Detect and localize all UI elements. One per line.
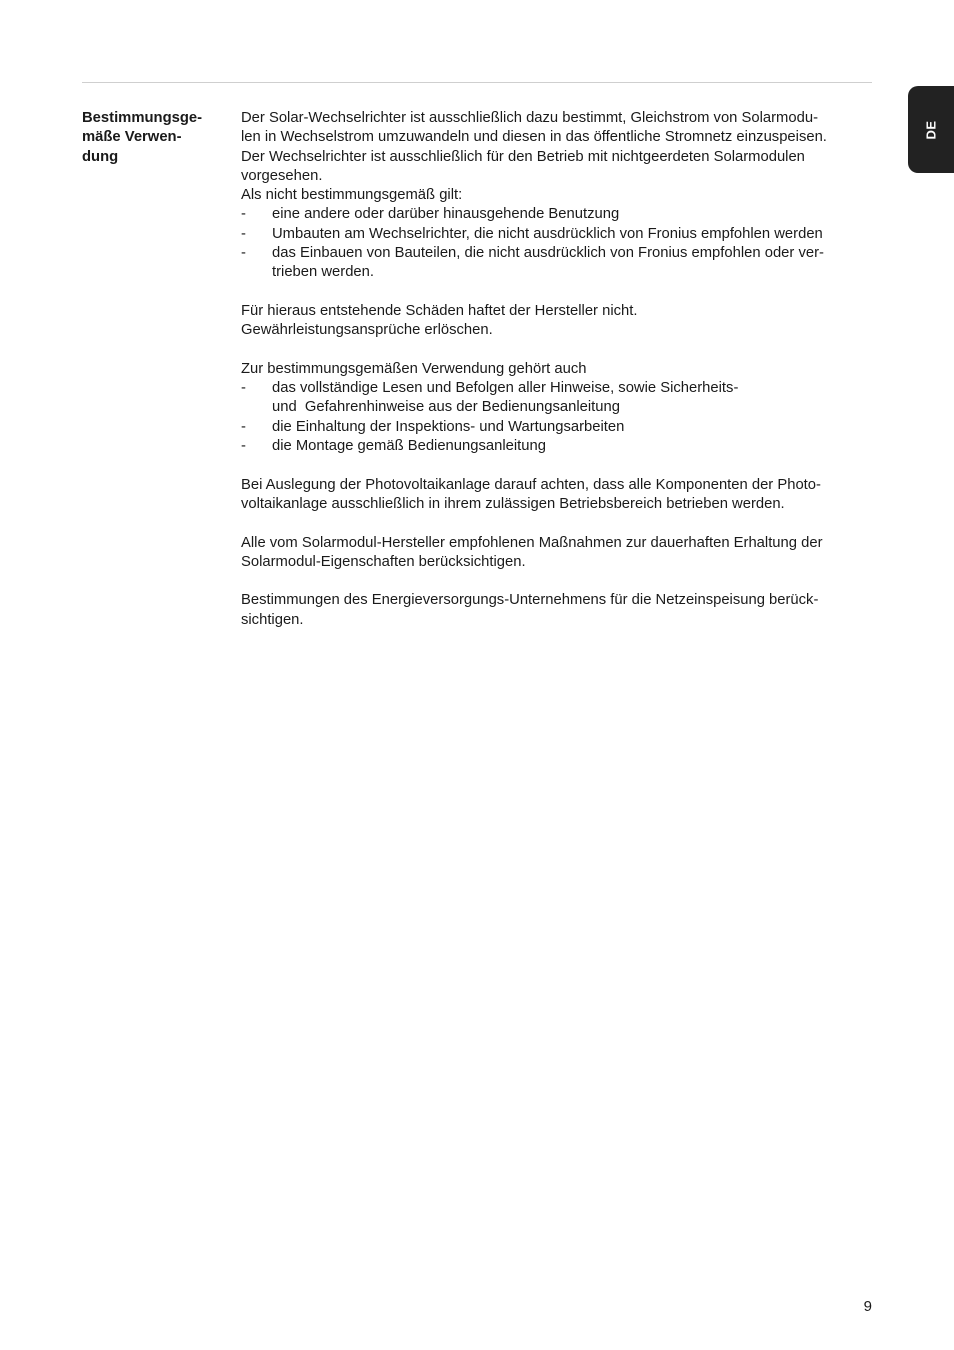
list-item [241, 437, 881, 456]
language-tab-label: DE [923, 119, 939, 140]
list-item [241, 225, 881, 244]
section-heading-line: dung [82, 148, 119, 165]
language-tab [908, 86, 954, 173]
list-intro: Als nicht bestimmungsgemäß gilt: [241, 187, 463, 204]
list-item-text: trieben werden. [272, 264, 374, 281]
paragraph-line: vorgesehen. [241, 167, 323, 184]
paragraph-spacer [241, 341, 881, 360]
list-dash: - [241, 245, 246, 262]
paragraph-line: Für hieraus entstehende Schäden haftet der Hersteller nicht. [241, 302, 638, 319]
paragraph-line: Alle vom Solarmodul-Hersteller empfohlenen Maßnahmen zur dauerhaften Erhaltung der [241, 534, 823, 551]
paragraph-line: len in Wechselstrom umzuwandeln und diesen in das öffentliche Stromnetz einzuspeisen. [241, 129, 827, 146]
list-item-text: das Einbauen von Bauteilen, die nicht ausdrücklich von Fronius empfohlen oder ver- [272, 245, 824, 262]
list-dash: - [241, 380, 246, 397]
list-item-text: Umbauten am Wechselrichter, die nicht ausdrücklich von Fronius empfohlen werden [272, 225, 823, 242]
paragraph-spacer [241, 514, 881, 533]
list-dash: - [241, 438, 246, 455]
paragraph-spacer [241, 456, 881, 475]
list-dash: - [241, 225, 246, 242]
page-number: 9 [863, 1298, 872, 1315]
paragraph-line: Gewährleistungsansprüche erlöschen. [241, 322, 493, 339]
list-item [241, 244, 881, 283]
paragraph-line: Der Solar-Wechselrichter ist ausschließlich dazu bestimmt, Gleichstrom von Solarmodu- [241, 110, 818, 126]
list-item-text: die Montage gemäß Bedienungsanleitung [272, 438, 546, 455]
list-item-text: eine andere oder darüber hinausgehende Benutzung [272, 206, 620, 223]
list-dash: - [241, 418, 246, 435]
section-heading-line: Bestimmungsge- [82, 110, 203, 126]
paragraph-line: Bei Auslegung der Photovoltaikanlage darauf achten, dass alle Komponenten der Photo- [241, 476, 821, 493]
list-item [241, 205, 881, 224]
paragraph-line: Der Wechselrichter ist ausschließlich für den Betrieb mit nichtgeerdeten Solarmodulen [241, 148, 805, 165]
list-item-text: und Gefahrenhinweise aus der Bedienungsanleitung [272, 399, 620, 416]
paragraph-line: voltaikanlage ausschließlich in ihrem zulässigen Betriebsbereich betrieben werden. [241, 495, 785, 512]
paragraph-line: sichtigen. [241, 611, 304, 628]
paragraph-line: Bestimmungen des Energieversorgungs-Unternehmens für die Netzeinspeisung berück- [241, 592, 819, 609]
section-heading-line: mäße Verwen- [82, 129, 182, 146]
header-rule [82, 82, 872, 83]
list-item [241, 379, 881, 418]
paragraph-spacer [241, 572, 881, 591]
section-heading [82, 109, 227, 167]
list-item-text: die Einhaltung der Inspektions- und Wartungsarbeiten [272, 418, 625, 435]
paragraph-line: Solarmodul-Eigenschaften berücksichtigen. [241, 553, 526, 570]
section-body [241, 109, 881, 630]
list-dash: - [241, 206, 246, 223]
list-intro: Zur bestimmungsgemäßen Verwendung gehört auch [241, 360, 587, 377]
list-item [241, 418, 881, 437]
list-item-text: das vollständige Lesen und Befolgen aller Hinweise, sowie Sicherheits- [272, 380, 739, 397]
paragraph-spacer [241, 283, 881, 302]
